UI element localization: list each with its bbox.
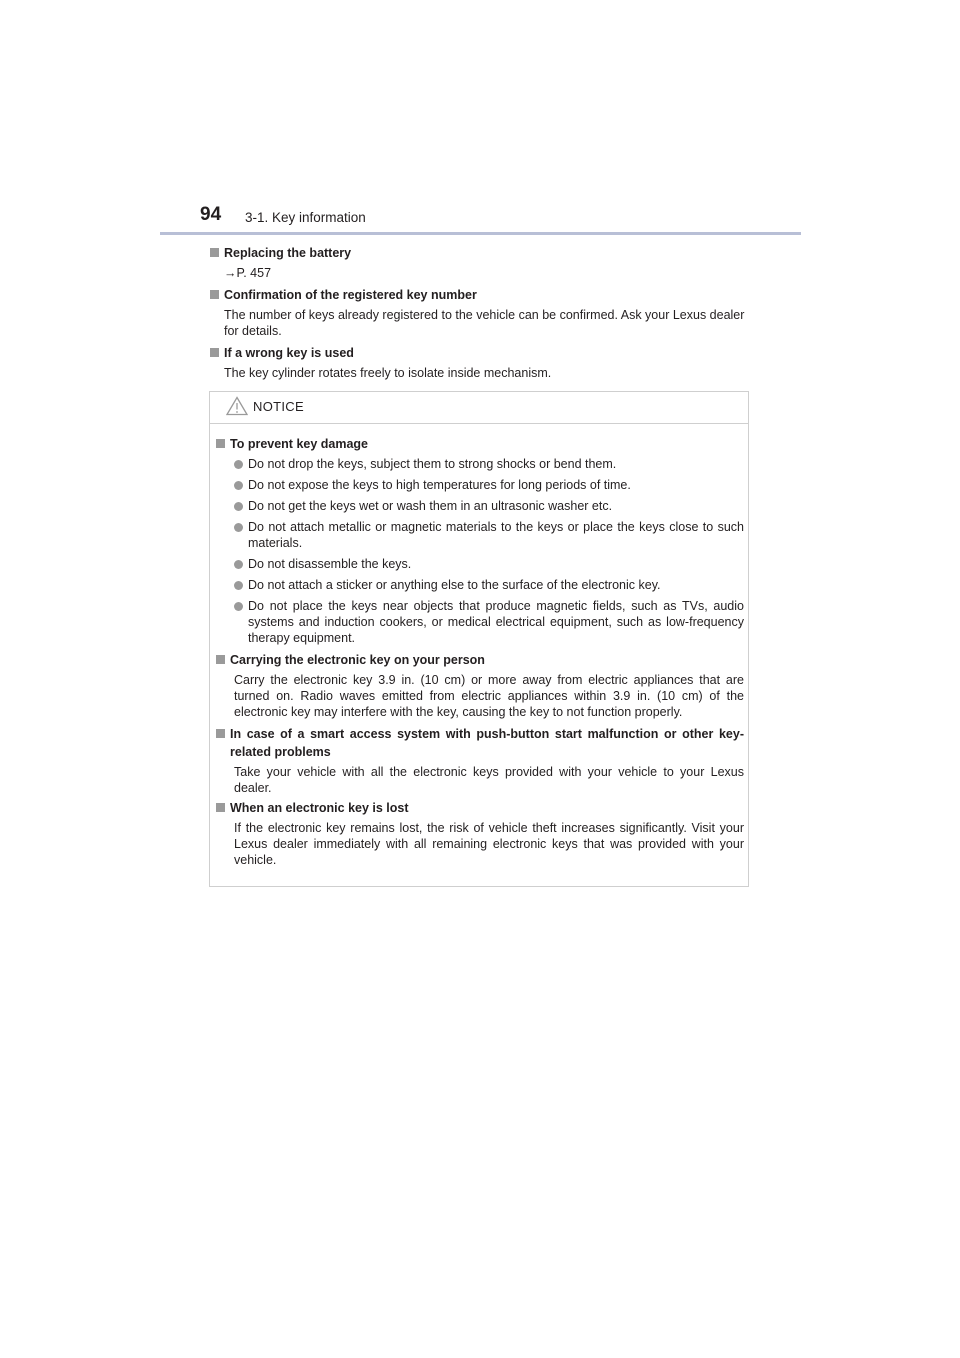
section-confirmation — [210, 286, 750, 339]
round-bullet-icon — [234, 560, 243, 569]
notice-body: If the electronic key remains lost, the risk of vehicle theft increases significantly. Visit your Lexus dealer immediately with all remaining electronic keys that was provided with your vehicle. — [234, 821, 744, 867]
notice-body: Take your vehicle with all the electronic keys provided with your vehicle to your Lexus dealer. — [234, 765, 744, 795]
round-bullet-icon — [234, 602, 243, 611]
notice-carrying — [216, 651, 744, 720]
list-item: Do not get the keys wet or wash them in an ultrasonic washer etc. — [216, 498, 744, 514]
round-bullet-icon — [234, 581, 243, 590]
section-title: 3-1. Key information — [245, 210, 366, 225]
square-bullet-icon — [210, 248, 219, 257]
section-replacing-battery — [210, 244, 750, 281]
round-bullet-icon — [234, 523, 243, 532]
section-body: The key cylinder rotates freely to isolate inside mechanism. — [224, 366, 552, 380]
list-item: Do not attach a sticker or anything else to the surface of the electronic key. — [216, 577, 744, 593]
section-heading: Confirmation of the registered key number — [224, 288, 477, 302]
page-reference-link[interactable]: →P. 457 — [224, 266, 272, 280]
notice-malfunction — [216, 725, 744, 796]
warning-triangle-icon — [226, 396, 248, 416]
notice-title: NOTICE — [253, 399, 304, 414]
notice-heading: When an electronic key is lost — [230, 801, 409, 815]
section-body: The number of keys already registered to the vehicle can be confirmed. Ask your Lexus dealer for details. — [224, 308, 745, 338]
square-bullet-icon — [210, 348, 219, 357]
section-heading: Replacing the battery — [224, 246, 352, 260]
list-item: Do not attach metallic or magnetic materials to the keys or place the keys close to such materials. — [216, 519, 744, 551]
page-number: 94 — [200, 204, 222, 225]
round-bullet-icon — [234, 502, 243, 511]
round-bullet-icon — [234, 481, 243, 490]
square-bullet-icon — [210, 290, 219, 299]
notice-heading: Carrying the electronic key on your person — [230, 653, 485, 667]
header-rule — [160, 232, 801, 235]
list-item: Do not place the keys near objects that produce magnetic fields, such as TVs, audio systems and induction cookers, or medical electrical equipment, such as low-frequency therapy equipment. — [216, 598, 744, 646]
section-heading: If a wrong key is used — [224, 346, 354, 360]
notice-prevent-damage — [216, 435, 744, 646]
notice-heading: In case of a smart access system with push-button start malfunction or other key-related problems — [230, 727, 744, 759]
notice-heading: To prevent key damage — [230, 437, 369, 451]
list-item: Do not expose the keys to high temperatures for long periods of time. — [216, 477, 744, 493]
section-wrong-key — [210, 344, 750, 381]
notice-header — [210, 392, 748, 424]
notice-box — [209, 391, 749, 887]
page-header — [160, 204, 800, 234]
square-bullet-icon — [216, 655, 225, 664]
square-bullet-icon — [216, 439, 225, 448]
list-item: Do not drop the keys, subject them to strong shocks or bend them. — [216, 456, 744, 472]
notice-body: Carry the electronic key 3.9 in. (10 cm) or more away from electric appliances that are turned on. Radio waves emitted from electric appliances within 3.9 in. (10 cm) of the electronic key may interfere with the key, causing the key to not function properly. — [234, 673, 744, 719]
square-bullet-icon — [216, 729, 225, 738]
notice-key-lost — [216, 799, 744, 868]
round-bullet-icon — [234, 460, 243, 469]
list-item: Do not disassemble the keys. — [216, 556, 744, 572]
square-bullet-icon — [216, 803, 225, 812]
